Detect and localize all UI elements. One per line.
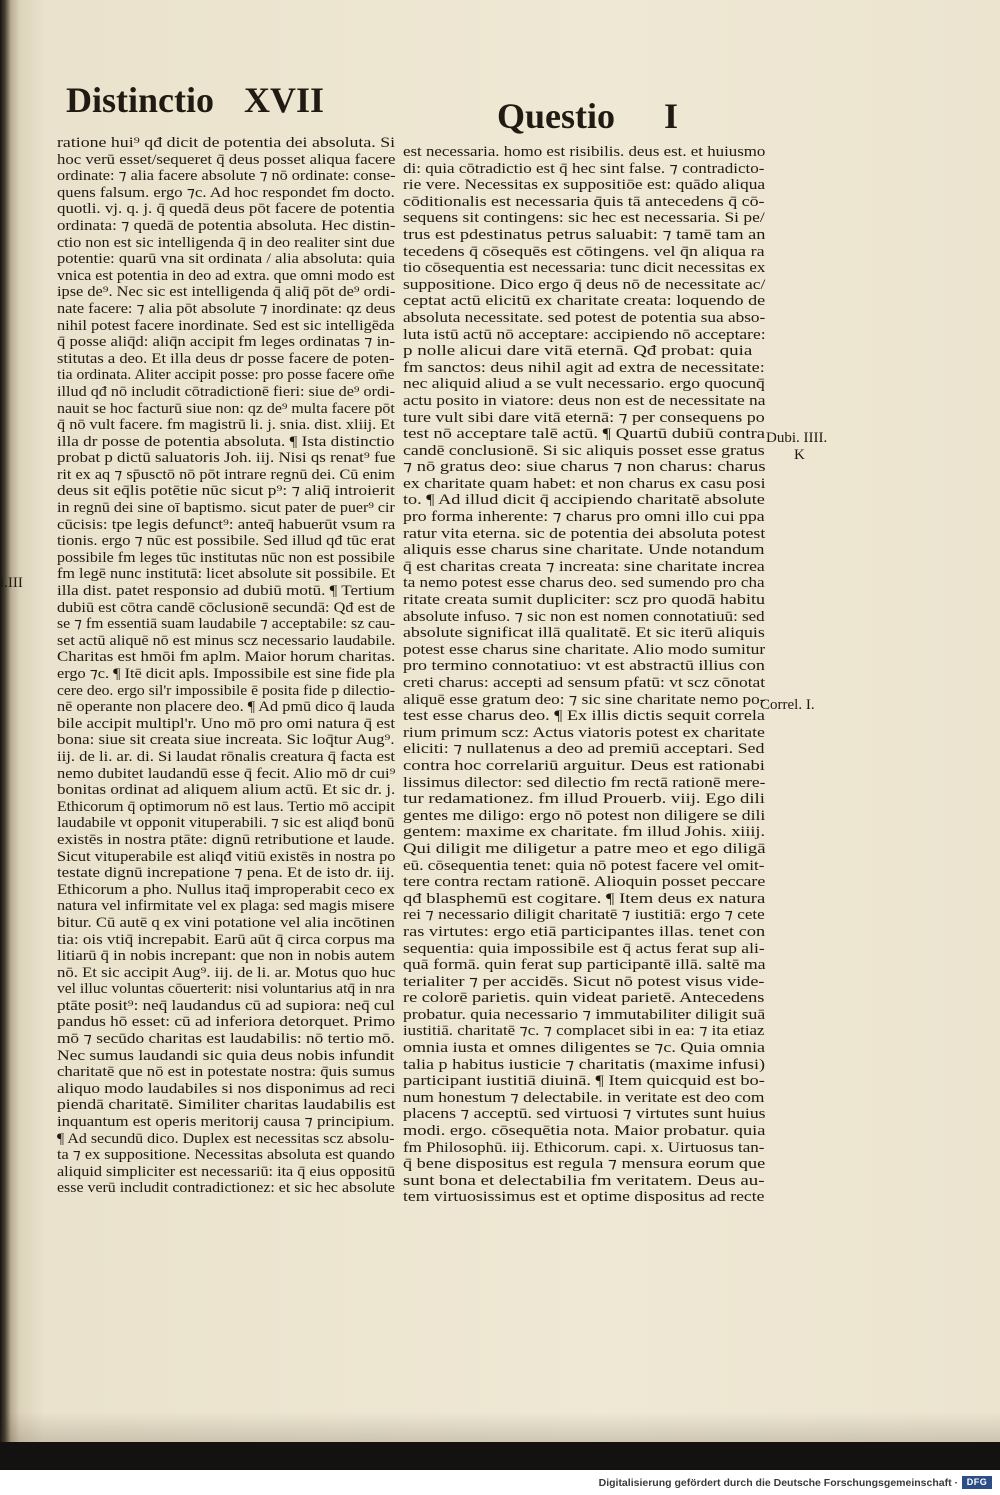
text-line: dubiū est cōtra candē cōclusionē secundā: Qđ est de (57, 599, 396, 616)
text-line: quā formā. quin ferat sup participantē illā. saltē ma (403, 957, 766, 974)
text-line: ta ⁊ ex suppositione. Necessitas absoluta est quando (57, 1147, 395, 1164)
text-line: nihil potest facere inordinate. Sed est sic intelligēda (57, 317, 395, 334)
text-line: ptāte posit⁹: neq̄ laudandus cū ad supiora: neq̄ cul (57, 997, 395, 1014)
text-line: q̄ est charitas creata ⁊ increata: sine charitate increa (403, 558, 765, 575)
text-line: creti charus: accepti ad sensum pfatū: vt scz cōnotat (403, 675, 766, 691)
text-line: trus est pdestinatus petrus saluabit: ⁊ tamē tam an (403, 226, 766, 243)
left-column (57, 135, 395, 1197)
text-line: to. ¶ Ad illud dicit q̄ accipiendo charitatē absolute (403, 492, 765, 509)
text-line: set actū aliquē nō est minus scz necessario laudabile. (57, 632, 396, 649)
text-line: testate dignū increpatione ⁊ pena. Et de isto dr. iij. (57, 865, 395, 882)
text-line: bile accipit multipl'r. Uno mō pro omi natura q̄ est (57, 715, 396, 732)
text-line: absolute significat illā qualitatē. Et sic iterū aliquis (403, 625, 765, 642)
text-line: tecedens q̄ cōsequēs est cōtingens. vel q̄n aliqua ra (403, 243, 765, 260)
text-line: possibile fm leges tūc institutas nūc non est possibile (57, 549, 395, 566)
text-line: fm legē nunc institutā: licet absolute sit possibile. Et (57, 566, 396, 583)
text-line: quotli. vj. q. j. q̄ quedā deus pōt facere de potentia (57, 201, 395, 218)
text-line: illa dist. patet responsio ad dubiū motū. ¶ Tertium (57, 583, 395, 600)
running-head-questio-numeral: I (664, 96, 679, 136)
dfg-logo-icon: DFG (962, 1476, 992, 1489)
text-line: num honestum ⁊ delectabile. in veritate est deo com (403, 1089, 765, 1106)
text-line: re colorē parietis. quin videat parietē. Antecedens (403, 990, 765, 1007)
text-line: ratione hui⁹ qđ dicit de potentia dei absoluta. Si (57, 135, 396, 151)
right-column (403, 144, 765, 1206)
text-line: lissimus dilector: sed dilectio fm rectā rationē mere- (403, 774, 766, 791)
text-line: ordinata: ⁊ quedā de potentia absoluta. Hec distin- (57, 217, 396, 234)
text-line: ratur vita eterna. sic de potentia dei absoluta potest (403, 525, 766, 542)
text-line: tem virtuosissimus est et optime dispositus ad recte (403, 1189, 765, 1206)
text-line: pro forma inherente: ⁊ charus pro omni illo cui ppa (403, 509, 765, 526)
running-head-questio: Questio (497, 96, 616, 136)
running-head-distinctio-numeral: XVII (244, 80, 325, 120)
margin-note-left: i.III (0, 575, 23, 591)
text-line: terialiter ⁊ per accidēs. Sicut nō potest visus vide- (403, 973, 765, 990)
text-line: nauit se hoc facturū siue non: qz de⁹ multa facere pōt (57, 400, 395, 417)
text-line: aliquē esse gratum deo: ⁊ sic sine charitate nemo po- (403, 691, 766, 708)
text-line: test esse charus deo. ¶ Ex illis dictis sequit correla (403, 708, 765, 725)
text-line: nec aliquid aliud a se vult necessario. ergo quocunq̄ (403, 376, 765, 393)
text-line: est necessaria. homo est risibilis. deus est. et huiusmo (403, 144, 766, 160)
text-line: potest esse charus sine charitate. Alio modo sumitur (403, 641, 766, 658)
text-line: litiarū q̄ in nobis increpant: que non in nobis autem (57, 948, 395, 965)
margin-note-correlarium: Correl. I. (760, 697, 815, 713)
digitization-footer (0, 1470, 1000, 1495)
text-line: ¶ Ad secundū dico. Duplex est necessitas scz absolu- (57, 1130, 395, 1147)
text-line: rei ⁊ necessario diligit charitatē ⁊ iustitiā: ergo ⁊ cete (403, 907, 765, 924)
text-line: rit ex aq ⁊ sp̄usctō nō pōt intrare regnū dei. Cū enim (57, 466, 395, 483)
text-line: Charitas est hmōi fm aplm. Maior horum charitas. (57, 649, 396, 666)
text-line: in regnū dei sine oī baptismo. sicut pater de puer⁹ cir (57, 500, 395, 517)
text-line: nō. Et sic accipit Aug⁹. iij. de li. ar. Motus quo huc (57, 964, 396, 981)
text-line: cōditionalis est necessaria q̄uis tā antecedens q̄ cō- (403, 193, 765, 210)
text-line: Ethicorum a pho. Nullus itaq̄ improperabit ceco ex (57, 881, 395, 898)
text-line: talia p habitus iusticie ⁊ charitatis (maxime infusi) (403, 1056, 765, 1073)
text-line: esse verū includit contradictionez: et sic hec absolute (57, 1180, 396, 1197)
text-line: Nec sumus laudandi sic quia deus nobis infundit (57, 1047, 395, 1064)
funding-notice: Digitalisierung gefördert durch die Deutsche Forschungsgemeinschaft · (598, 1477, 958, 1489)
text-line: tio cōsequentia est necessaria: tunc dicit necessitas ex (403, 260, 766, 277)
text-line: quens falsum. ergo ⁊c. Ad hoc respondet fm docto. (57, 184, 395, 201)
text-line: tur redamationez. fm illud Prouerb. viij. Ego dili (403, 791, 765, 808)
text-line: Qui diligit me diligetur a patre meo et ego diligā (403, 840, 766, 857)
text-line: q̄ posse aliq̄d: aliq̄n accipit fm leges ordinatas ⁊ in- (57, 334, 396, 351)
text-line: ergo ⁊c. ¶ Itē dicit apls. Impossibile est sine fide pla (57, 666, 395, 682)
running-head-distinctio: Distinctio (66, 80, 214, 120)
text-line: sunt bona et delectabilia fm veritatem. Deus au- (403, 1172, 765, 1189)
text-line: ⁊ nō gratus deo: siue charus ⁊ non charus: charus (403, 459, 766, 476)
text-line: nate facere: ⁊ alia pōt absolute ⁊ inordinate: qz deus (57, 300, 396, 317)
text-line: piendā charitatē. Similiter charitas laudabilis est (57, 1097, 396, 1114)
text-line: qđ blasphemū est cogitare. ¶ Item deus ex natura (403, 890, 766, 907)
text-line: cere deo. ergo sil'r impossibile ē posita fide p dilectio- (57, 682, 396, 699)
text-line: test nō acceptare talē actū. ¶ Quartū dubiū contra (403, 426, 765, 443)
text-line: tia ordinata. Aliter accipit posse: pro posse facere om̄e (57, 367, 395, 384)
text-line: q̄ nō vult facere. fm magistrū li. j. snia. dist. xliij. Et (57, 417, 395, 434)
text-line: placens ⁊ acceptū. sed virtuosi ⁊ virtutes sunt huius (403, 1106, 766, 1123)
text-line: iustitiā. charitatē ⁊c. ⁊ complacet sibi in ea: ⁊ ita etiaz (403, 1023, 765, 1040)
text-line: iij. de li. ar. di. Si laudat rōnalis creatura q̄ facta est (57, 748, 396, 765)
text-line: luta istū actū nō acceptare: accipiendo nō acceptare: (403, 326, 766, 343)
text-line: rium primum scz: Actus viatoris potest ex charitate (403, 724, 765, 741)
text-line: suppositione. Dico ergo q̄ deus nō de necessitate ac/ (403, 276, 766, 293)
text-line: contra hoc correlariū arguitur. Deus est rationabi (403, 757, 766, 774)
text-line: q̄ bene dispositus est regula ⁊ mensura eorum que (403, 1156, 766, 1173)
text-line: omnia iusta et omnes diligentes se ⁊c. Quia omnia (403, 1040, 766, 1057)
text-line: nemo dubitet laudandū esse q̄ fecit. Alio mō dr cui⁹ (57, 765, 396, 782)
text-line: cūcisis: tpe legis defunct⁹: anteq̄ habuerūt vsum ra (57, 516, 396, 533)
text-line: hoc verū esset/sequeret q̄ deus posset aliqua facere (57, 151, 396, 168)
text-line: pandus hō esset: cū ad inferiora detorquet. Primo (57, 1014, 396, 1031)
text-line: probatur. quia necessario ⁊ immutabiliter diligit suā (403, 1006, 766, 1023)
text-line: natura vel infirmitate vel ex plaga: sed magis misere (57, 898, 395, 915)
text-line: tia: ois vtiq̄ increpabit. Earū aūt q̄ circa corpus ma (57, 931, 395, 948)
text-line: aliquo modo laudabiles si nos disponimus ad reci (57, 1080, 396, 1097)
text-line: sequentia: quia impossibile est q̄ actus ferat sup ali- (403, 940, 765, 957)
text-line: ordinate: ⁊ alia facere absolute ⁊ nō ordinate: conse- (57, 168, 396, 185)
text-line: eliciti: ⁊ nullatenus a deo ad premiū acceptari. Sed (403, 741, 765, 758)
margin-note-letter: K (794, 447, 805, 463)
text-line: Ethicorum q̄ optimorum nō est laus. Tertio mō accipit (57, 798, 395, 815)
text-line: bona: siue sit creata siue increata. Sic loq̄tur Aug⁹. (57, 732, 395, 749)
text-line: vel illuc voluntas cōuerterit: nisi voluntarius atq̄ in nra (57, 981, 395, 998)
scan-bottom-band (0, 1442, 1000, 1470)
text-line: inquantum est operis meritorij causa ⁊ principium. (57, 1114, 395, 1131)
margin-note-dubium: Dubi. IIII. (766, 430, 828, 446)
text-line: pro termino connotatiuo: vt est abstractū illius con (403, 658, 765, 675)
text-line: vnica est potentia in deo ad extra. que omni modo est (57, 267, 395, 284)
text-line: ceptat actū elicitū ex charitate creata: loquendo de (403, 293, 766, 310)
text-line: potentie: quarū vna sit ordinata / alia absoluta: quia (57, 251, 396, 268)
text-line: charitatē que nō est in potestate nostra: q̄uis sumus (57, 1064, 395, 1081)
text-line: actu posito in viatore: deus non est de necessitate na (403, 392, 766, 409)
text-line: gentem: maxime ex charitate. fm illud Johis. xiiij. (403, 824, 766, 841)
text-line: modi. ergo. cōsequētia nota. Maior probatur. quia (403, 1123, 766, 1140)
text-line: tionis. ergo ⁊ nūc est possibile. Sed illud qđ tūc erat (57, 533, 396, 550)
text-line: aliquis esse charus sine charitate. Unde notandum (403, 542, 765, 559)
text-line: ras virtutes: ergo etiā participantes illas. tenet con (403, 923, 766, 940)
text-line: illud qđ nō includit cōtradictionē fieri: siue de⁹ ordi- (57, 383, 396, 400)
text-line: nē operante non placere deo. ¶ Ad pmū dico q̄ lauda (57, 699, 395, 716)
text-line: laudabile vt opponit vituperabili. ⁊ sic est aliqđ bonū (57, 815, 395, 832)
text-line: ta nemo potest esse charus deo. sed sumendo pro cha (403, 575, 765, 592)
text-line: eū. cōsequentia tenet: quia nō potest facere vel omit- (403, 857, 765, 874)
text-line: Sicut vituperabile est aliqđ vitiū existēs in nostra po (57, 848, 396, 865)
text-line: rie vere. Necessitas ex suppositiōe est: quādo aliqua (403, 177, 766, 194)
text-line: mō ⁊ secūdo charitas est laudabilis: nō tertio mō. (57, 1031, 395, 1048)
text-line: fm Philosophū. iij. Ethicorum. capi. x. Uirtuosus tan- (403, 1139, 765, 1156)
text-line: stitutas a deo. Et illa deus dr posse facere de poten- (57, 350, 395, 367)
text-line: di: quia cōtradictio est q̄ hec sint false. ⁊ contradicto- (403, 160, 765, 177)
text-line: deus sit eq̄lis potētie nūc sicut p⁹: ⁊ aliq̄ introierit (57, 483, 395, 500)
text-line: ture vult sibi dare vitā eternā: ⁊ per consequens po (403, 409, 765, 426)
text-line: tere contra rectam rationē. Alioquin posset peccare (403, 874, 766, 891)
text-line: sequens sit contingens: sic hec est necessaria. Si pe/ (403, 210, 765, 227)
text-line: gentes me diligo: ergo nō potest non diligere se dili (403, 807, 766, 824)
text-line: bitur. Cū autē q ex vini potatione vel alia incōtinen (57, 914, 395, 931)
text-line: se ⁊ fm essentiā suam laudabile ⁊ acceptabile: sz cau- (57, 616, 396, 633)
text-line: absoluta necessitate. sed potest de potentia sua abso- (403, 309, 766, 326)
text-line: absolute infuso. ⁊ sic non est nomen connotatiuū: sed (403, 608, 765, 625)
text-line: ex charitate quam habet: et non charus ex casu posi (403, 475, 766, 492)
text-line: p nolle alicui dare vitā eternā. Qđ probat: quia (403, 343, 753, 360)
text-line: participant iustitiā diuinā. ¶ Item quicquid est bo- (403, 1073, 765, 1090)
text-line: probat p dictū saluatoris Joh. iij. Nisi qs renat⁹ fue (57, 450, 396, 467)
text-line: fm sanctos: deus nihil agit ad extra de necessitate: (403, 359, 765, 376)
text-line: ritate creata sumit dupliciter: scz pro quodā habitu (403, 592, 766, 609)
text-line: ipse de⁹. Nec sic est intelligenda q̄ aliq̄ pōt de⁹ ordi- (57, 284, 396, 301)
text-line: ctio non est sic intelligenda q̄ in deo realiter sint due (57, 234, 395, 251)
text-line: bonitas ordinat ad aliquem alium actū. Et sic dr. j. (57, 782, 396, 799)
text-line: illa dr posse de potentia absoluta. ¶ Ista distinctio (57, 433, 395, 450)
text-line: candē conclusionē. Si sic aliquis posset esse gratus (403, 442, 765, 459)
text-line: existēs in nostra ptāte: dignū retributione et laude. (57, 831, 395, 848)
text-line: aliquid simpliciter est necessariū: ita q̄ eius oppositū (57, 1163, 396, 1180)
